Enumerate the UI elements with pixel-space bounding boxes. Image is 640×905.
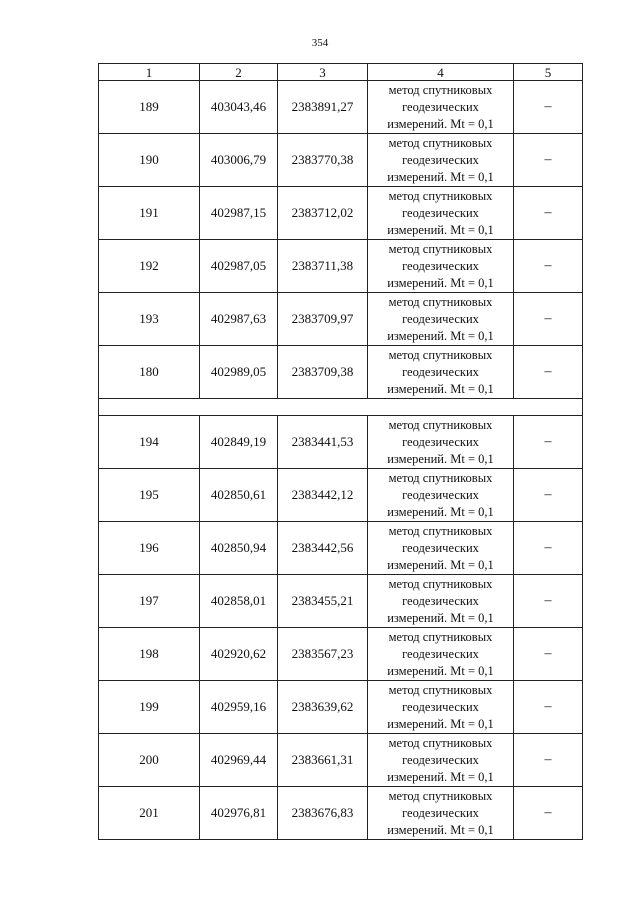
method-text-line: измерений. Mt = 0,1 [387, 116, 494, 131]
point-id-cell: 189 [99, 81, 200, 134]
x-coordinate-cell: 402849,19 [200, 416, 278, 469]
y-coordinate-cell: 2383661,31 [278, 734, 368, 787]
method-text-line: измерений. Mt = 0,1 [387, 504, 494, 519]
point-id-cell: 192 [99, 240, 200, 293]
table-row [99, 628, 583, 681]
table-row [99, 575, 583, 628]
method-text-line: метод спутниковых [388, 682, 493, 697]
x-coordinate-cell: 402858,01 [200, 575, 278, 628]
separator-row [99, 399, 583, 416]
header-col-4: 4 [368, 64, 514, 81]
method-text-line: геодезических [402, 434, 479, 449]
table-row [99, 469, 583, 522]
method-text-line: измерений. Mt = 0,1 [387, 610, 494, 625]
method-text-line: измерений. Mt = 0,1 [387, 381, 494, 396]
point-id-cell: 193 [99, 293, 200, 346]
method-text-line: метод спутниковых [388, 417, 493, 432]
table-row [99, 522, 583, 575]
method-text-line: метод спутниковых [388, 735, 493, 750]
y-coordinate-cell: 2383639,62 [278, 681, 368, 734]
y-coordinate-cell: 2383709,38 [278, 346, 368, 399]
y-coordinate-cell: 2383442,12 [278, 469, 368, 522]
note-cell: – [514, 522, 583, 575]
method-text-line: измерений. Mt = 0,1 [387, 222, 494, 237]
separator-cell [99, 399, 583, 416]
x-coordinate-cell: 402959,16 [200, 681, 278, 734]
y-coordinate-cell: 2383567,23 [278, 628, 368, 681]
note-cell: – [514, 628, 583, 681]
method-cell [368, 240, 514, 293]
method-text-line: измерений. Mt = 0,1 [387, 557, 494, 572]
method-text-line: измерений. Mt = 0,1 [387, 169, 494, 184]
header-col-5: 5 [514, 64, 583, 81]
method-text-line: измерений. Mt = 0,1 [387, 822, 494, 837]
point-id-cell: 195 [99, 469, 200, 522]
method-text-line: измерений. Mt = 0,1 [387, 328, 494, 343]
method-text-line: метод спутниковых [388, 629, 493, 644]
header-col-2: 2 [200, 64, 278, 81]
point-id-cell: 196 [99, 522, 200, 575]
header-row [99, 64, 583, 81]
point-id-cell: 197 [99, 575, 200, 628]
table-row [99, 681, 583, 734]
method-text-line: измерений. Mt = 0,1 [387, 769, 494, 784]
header-col-1: 1 [99, 64, 200, 81]
point-id-cell: 180 [99, 346, 200, 399]
method-text-line: измерений. Mt = 0,1 [387, 663, 494, 678]
x-coordinate-cell: 403006,79 [200, 134, 278, 187]
method-text-line: измерений. Mt = 0,1 [387, 275, 494, 290]
note-cell: – [514, 346, 583, 399]
method-text-line: измерений. Mt = 0,1 [387, 451, 494, 466]
method-cell [368, 346, 514, 399]
point-id-cell: 191 [99, 187, 200, 240]
method-cell [368, 628, 514, 681]
method-text-line: геодезических [402, 646, 479, 661]
method-text-line: геодезических [402, 205, 479, 220]
method-text-line: геодезических [402, 540, 479, 555]
method-cell [368, 522, 514, 575]
method-cell [368, 575, 514, 628]
x-coordinate-cell: 402920,62 [200, 628, 278, 681]
method-cell [368, 293, 514, 346]
table-row [99, 134, 583, 187]
x-coordinate-cell: 402987,15 [200, 187, 278, 240]
y-coordinate-cell: 2383891,27 [278, 81, 368, 134]
x-coordinate-cell: 402850,61 [200, 469, 278, 522]
y-coordinate-cell: 2383455,21 [278, 575, 368, 628]
note-cell: – [514, 187, 583, 240]
table-row [99, 293, 583, 346]
y-coordinate-cell: 2383441,53 [278, 416, 368, 469]
table-row [99, 346, 583, 399]
y-coordinate-cell: 2383442,56 [278, 522, 368, 575]
y-coordinate-cell: 2383711,38 [278, 240, 368, 293]
table-row [99, 416, 583, 469]
point-id-cell: 201 [99, 787, 200, 840]
method-text-line: измерений. Mt = 0,1 [387, 716, 494, 731]
note-cell: – [514, 575, 583, 628]
x-coordinate-cell: 402987,05 [200, 240, 278, 293]
note-cell: – [514, 734, 583, 787]
method-text-line: геодезических [402, 311, 479, 326]
x-coordinate-cell: 402987,63 [200, 293, 278, 346]
method-text-line: геодезических [402, 152, 479, 167]
method-text-line: геодезических [402, 258, 479, 273]
y-coordinate-cell: 2383712,02 [278, 187, 368, 240]
note-cell: – [514, 293, 583, 346]
method-text-line: геодезических [402, 699, 479, 714]
method-text-line: геодезических [402, 752, 479, 767]
point-id-cell: 198 [99, 628, 200, 681]
point-id-cell: 194 [99, 416, 200, 469]
method-text-line: геодезических [402, 487, 479, 502]
point-id-cell: 190 [99, 134, 200, 187]
method-text-line: метод спутниковых [388, 241, 493, 256]
y-coordinate-cell: 2383770,38 [278, 134, 368, 187]
method-cell [368, 787, 514, 840]
method-cell [368, 134, 514, 187]
header-col-3: 3 [278, 64, 368, 81]
method-text-line: метод спутниковых [388, 82, 493, 97]
table-row [99, 734, 583, 787]
x-coordinate-cell: 402850,94 [200, 522, 278, 575]
method-text-line: геодезических [402, 99, 479, 114]
method-cell [368, 734, 514, 787]
page-number: 354 [311, 37, 329, 49]
method-text-line: метод спутниковых [388, 294, 493, 309]
method-cell [368, 81, 514, 134]
table-row [99, 187, 583, 240]
x-coordinate-cell: 403043,46 [200, 81, 278, 134]
method-cell [368, 469, 514, 522]
method-text-line: метод спутниковых [388, 576, 493, 591]
y-coordinate-cell: 2383676,83 [278, 787, 368, 840]
method-cell [368, 681, 514, 734]
coordinates-table [98, 63, 583, 840]
x-coordinate-cell: 402969,44 [200, 734, 278, 787]
method-text-line: метод спутниковых [388, 788, 493, 803]
method-text-line: метод спутниковых [388, 347, 493, 362]
note-cell: – [514, 787, 583, 840]
method-text-line: геодезических [402, 364, 479, 379]
method-text-line: метод спутниковых [388, 135, 493, 150]
note-cell: – [514, 134, 583, 187]
y-coordinate-cell: 2383709,97 [278, 293, 368, 346]
table-body [99, 81, 583, 840]
table-row [99, 240, 583, 293]
method-cell [368, 416, 514, 469]
table-row [99, 81, 583, 134]
x-coordinate-cell: 402989,05 [200, 346, 278, 399]
method-text-line: геодезических [402, 593, 479, 608]
note-cell: – [514, 416, 583, 469]
point-id-cell: 200 [99, 734, 200, 787]
method-text-line: геодезических [402, 805, 479, 820]
note-cell: – [514, 469, 583, 522]
x-coordinate-cell: 402976,81 [200, 787, 278, 840]
table-row [99, 787, 583, 840]
note-cell: – [514, 240, 583, 293]
note-cell: – [514, 681, 583, 734]
note-cell: – [514, 81, 583, 134]
method-text-line: метод спутниковых [388, 188, 493, 203]
method-text-line: метод спутниковых [388, 470, 493, 485]
point-id-cell: 199 [99, 681, 200, 734]
method-text-line: метод спутниковых [388, 523, 493, 538]
method-cell [368, 187, 514, 240]
